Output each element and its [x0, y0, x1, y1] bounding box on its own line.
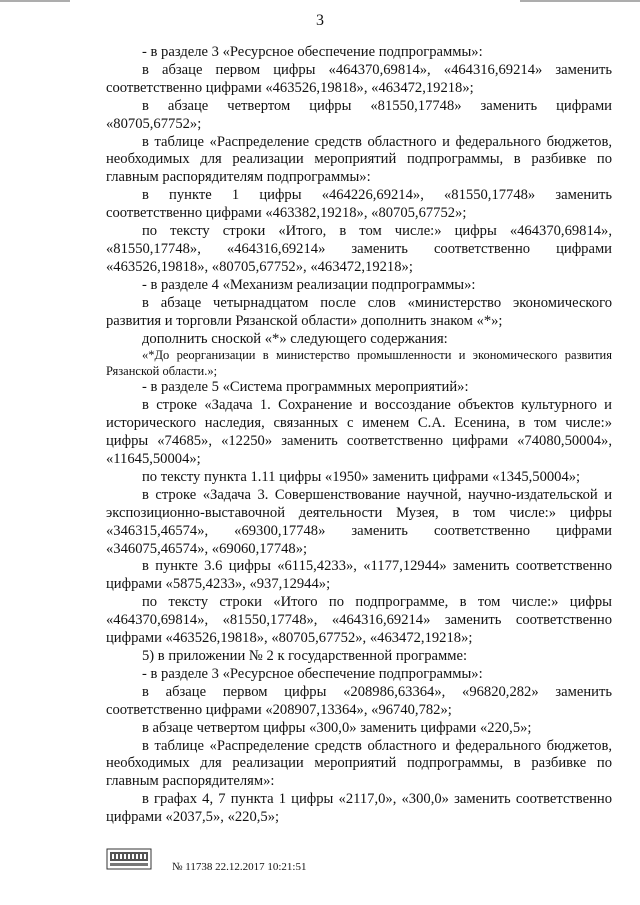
- paragraph: «*До реорганизации в министерство промышленности и экономического развития Рязанской области.»;: [106, 348, 612, 378]
- paragraph: в абзаце первом цифры «208986,63364», «96820,282» заменить соответственно цифрами «208907,13364», «96740,782»;: [106, 683, 612, 718]
- paragraph: в строке «Задача 3. Совершенствование научной, научно-издательской и экспозиционно-выставочной деятельности Музея, в том числе:» цифры «346315,46574», «69300,17748» заменить соответственно цифрами «346075,46574», «69060,17748»;: [106, 486, 612, 557]
- document-footer: [106, 848, 406, 878]
- paragraph: - в разделе 4 «Механизм реализации подпрограммы»:: [142, 276, 476, 293]
- paragraph: в пункте 3.6 цифры «6115,4233», «1177,12944» заменить соответственно цифрами «5875,4233», «937,12944»;: [106, 558, 612, 593]
- paragraph: по тексту строки «Итого, в том числе:» цифры «464370,69814», «81550,17748», «464316,69214» заменить соответственно цифрами «463526,19818», «80705,67752», «463472,19218»;: [106, 223, 612, 275]
- paragraph: дополнить сноской «*» следующего содержания:: [142, 330, 448, 347]
- document-registration-id: № 11738 22.12.2017 10:21:51: [172, 861, 307, 873]
- document-stamp-icon: [106, 848, 152, 870]
- paragraph: в абзаце первом цифры «464370,69814», «464316,69214» заменить соответственно цифрами «463526,19818», «463472,19218»;: [106, 61, 612, 96]
- scan-artifact: [0, 0, 70, 2]
- paragraph: в строке «Задача 1. Сохранение и воссоздание объектов культурного и исторического наследия, связанных с именем С.А. Есенина, в том числе:» цифры «74685», «12250» заменить соответственно цифрами «74080,50004», «11645,50004»;: [106, 397, 612, 468]
- paragraph: по тексту строки «Итого по подпрограмме, в том числе:» цифры «464370,69814», «81550,17748», «464316,69214» заменить соответственно цифрами «463526,19818», «80705,67752», «463472,19218»;: [106, 594, 612, 647]
- paragraph: - в разделе 3 «Ресурсное обеспечение подпрограммы»:: [142, 665, 483, 682]
- paragraph: в абзаце четвертом цифры «300,0» заменить цифрами «220,5»;: [142, 719, 532, 736]
- document-body: [106, 44, 612, 827]
- paragraph: в абзаце четырнадцатом после слов «министерство экономического развития и торговли Рязанской области» дополнить знаком «*»;: [106, 294, 612, 329]
- paragraph: в таблице «Распределение средств областного и федерального бюджетов, необходимых для реализации мероприятий подпрограммы, в разбивке по главным распорядителям подпрограммы»:: [106, 133, 612, 186]
- paragraph: - в разделе 5 «Система программных мероприятий»:: [142, 379, 469, 396]
- scan-artifact: [520, 0, 640, 2]
- paragraph: в таблице «Распределение средств областного и федерального бюджетов, необходимых для реализации мероприятий подпрограммы, в разбивке по главным распорядителям»:: [106, 737, 612, 790]
- paragraph: в пункте 1 цифры «464226,69214», «81550,17748» заменить соответственно цифрами «463382,19218», «80705,67752»;: [106, 187, 612, 222]
- page-number: 3: [316, 12, 324, 29]
- paragraph: в абзаце четвертом цифры «81550,17748» заменить цифрами «80705,67752»;: [106, 97, 612, 132]
- paragraph: - в разделе 3 «Ресурсное обеспечение подпрограммы»:: [142, 44, 483, 60]
- paragraph: 5) в приложении № 2 к государственной программе:: [142, 648, 468, 664]
- paragraph: в графах 4, 7 пункта 1 цифры «2117,0», «300,0» заменить соответственно цифрами «2037,5», «220,5»;: [106, 791, 612, 826]
- paragraph: по тексту пункта 1.11 цифры «1950» заменить цифрами «1345,50004»;: [142, 468, 581, 485]
